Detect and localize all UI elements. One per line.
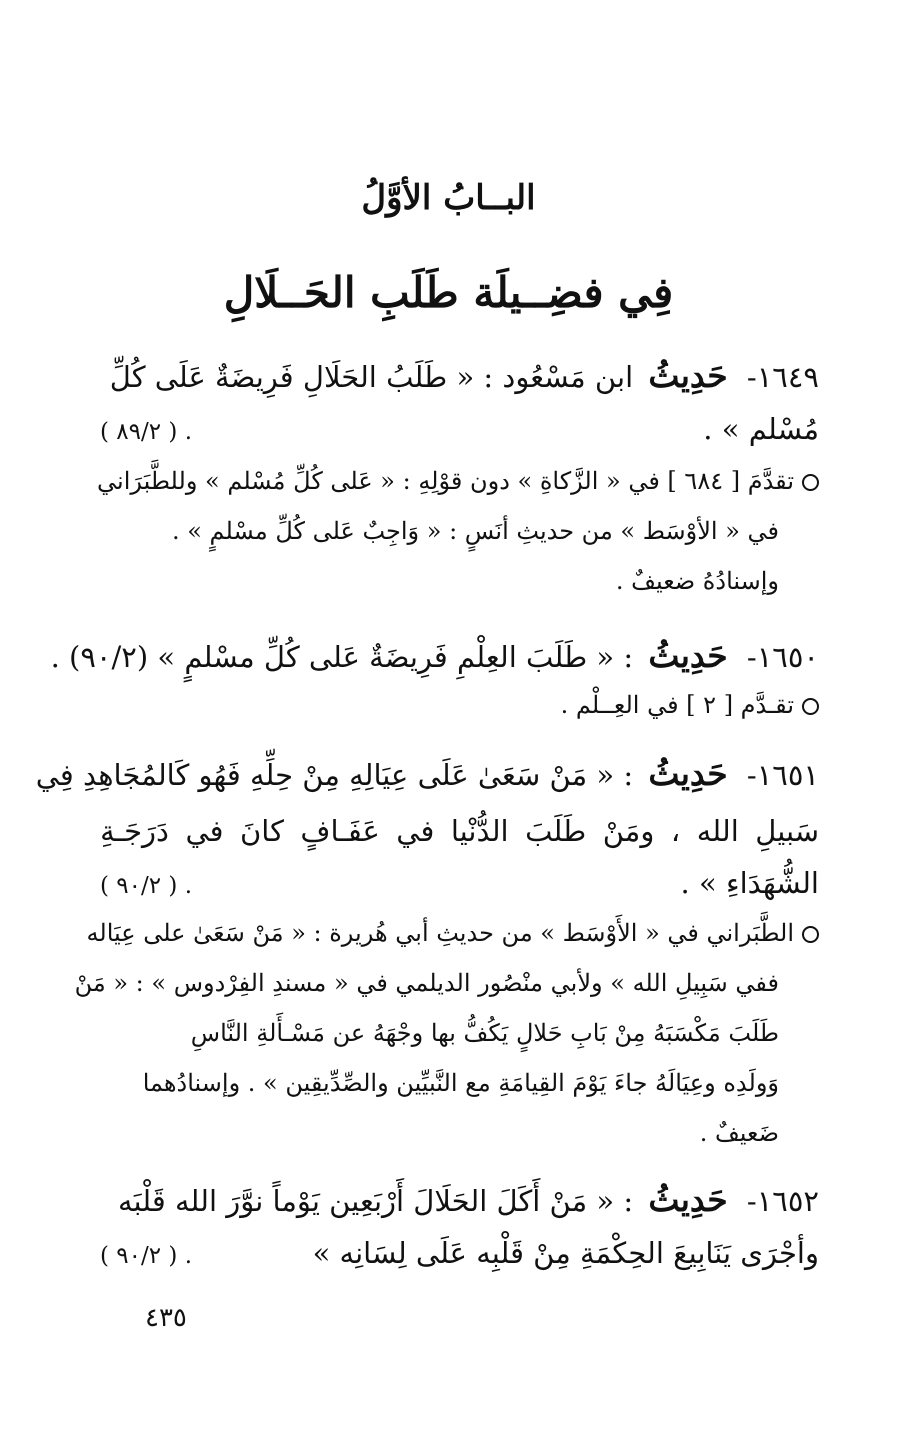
hadith-1651 (35, 746, 819, 910)
word: عَفَـافٍ (300, 814, 380, 848)
word: الدُّنْيا (450, 814, 509, 848)
hadith-word: حَدِيثُ (648, 356, 728, 395)
hadith-line (100, 803, 819, 859)
word: كانَ (239, 814, 284, 848)
note-line: وإسنادُهُ ضعيفٌ . (615, 567, 779, 595)
note-text: تقدَّمَ [ ٦٨٤ ] في « الزَّكاةِ » دون قوْلِهِ : « عَلى كُلِّ مُسْلم » وللطَّبَرَاني (97, 467, 794, 495)
hadith-line (100, 348, 819, 405)
hadith-text: مُسْلم » . (703, 412, 819, 446)
word: في (185, 814, 224, 848)
hadith-text: : « مَنْ أَكَلَ الحَلَالَ أَرْبَعِين يَوْماً نوَّرَ الله قَلْبَه (117, 1184, 634, 1218)
note-text: تقـدَّم [ ٢ ] في العِــلْم . (560, 691, 794, 719)
note-line (86, 908, 819, 958)
note-line: طَلَبَ مَكْسَبَهُ مِنْ بَابِ حَلالٍ يَكُفُّ بها وجْهَهُ عن مَسْـأَلةِ النَّاسِ (190, 1019, 779, 1047)
hadith-end-line (100, 859, 819, 910)
hadith-word: حَدِيثُ (648, 636, 728, 675)
circle-bullet-icon (802, 926, 819, 943)
note-line: ضَعيفٌ . (699, 1119, 779, 1147)
hadith-1649 (100, 348, 819, 456)
hadith-word: حَدِيثُ (648, 1180, 728, 1219)
word: ، (670, 814, 681, 848)
note-line: ففي سَبِيلِ الله » ولأبي منْصُور الديلمي في « مسندِ الفِرْدوس » : « مَنْ (74, 969, 779, 997)
note-line (97, 456, 819, 506)
page-number: ٤٣٥ (145, 1303, 187, 1333)
section-title: فِي فضِــيلَة طَلَبِ الحَــلَالِ (223, 268, 674, 317)
source-reference: . ( ٩٠/٢ ) (100, 1243, 193, 1269)
word: الله (696, 814, 739, 848)
word: طَلَبَ (525, 814, 587, 848)
hadith-line (100, 1172, 819, 1229)
hadith-end-line (100, 405, 819, 456)
hadith-text: الشُّهَدَاءِ » . (680, 866, 819, 900)
word: في (396, 814, 435, 848)
note-1650 (100, 680, 819, 730)
hadith-line (35, 746, 819, 803)
hadith-word: حَدِيثُ (648, 754, 728, 793)
hadith-number: ١٦٥٠- (746, 640, 819, 674)
note-1649 (97, 456, 819, 606)
circle-bullet-icon (802, 698, 819, 715)
note-text: الطَّبَراني في « الأَوْسَط » من حديثِ أبي هُريرة : « مَنْ سَعَىٰ على عِيَاله (86, 919, 794, 947)
word: دَرَجَـةِ (100, 814, 169, 848)
hadith-text: : « مَنْ سَعَىٰ عَلَى عِيَالِهِ مِنْ حِلِّهِ فَهُو كَالمُجَاهِدِ فِي (35, 758, 634, 792)
hadith-text: ابن مَسْعُود : « طَلَبُ الحَلَالِ فَرِيضَةٌ عَلَى كُلِّ (109, 360, 634, 394)
chapter-title: البــابُ الأوَّلُ (361, 178, 536, 218)
hadith-number: ١٦٥٢- (746, 1184, 819, 1218)
circle-bullet-icon (802, 474, 819, 491)
note-line (100, 680, 819, 730)
hadith-number: ١٦٥١- (746, 758, 819, 792)
hadith-text: : « طَلَبَ العِلْمِ فَرِيضَةٌ عَلى كُلِّ مسْلمٍ » (٩٠/٢) . (50, 640, 634, 674)
note-1651 (74, 908, 819, 1158)
word: سَبيلِ (755, 814, 819, 848)
source-reference: . ( ٩٠/٢ ) (100, 873, 193, 899)
hadith-1650 (50, 628, 819, 685)
hadith-1652 (100, 1172, 819, 1280)
note-line: وَولَدِه وعِيَالَهُ جاءَ يَوْمَ القِيامَةِ مع النَّبيِّين والصِّدِّيقِين » . وإسنادُهما (142, 1069, 779, 1097)
hadith-number: ١٦٤٩- (746, 360, 819, 394)
hadith-line (50, 628, 819, 685)
note-line: في « الأوْسَط » من حديثِ أنَسٍ : « وَاجِبٌ عَلى كُلِّ مسْلمٍ » . (171, 517, 779, 545)
source-reference: . ( ٨٩/٢ ) (100, 419, 193, 445)
hadith-text: وأجْرَى يَنَابِيعَ الحِكْمَةِ مِنْ قَلْبِه عَلَى لِسَانِه » (312, 1236, 819, 1270)
word: ومَنْ (602, 814, 655, 848)
hadith-end-line (100, 1229, 819, 1280)
